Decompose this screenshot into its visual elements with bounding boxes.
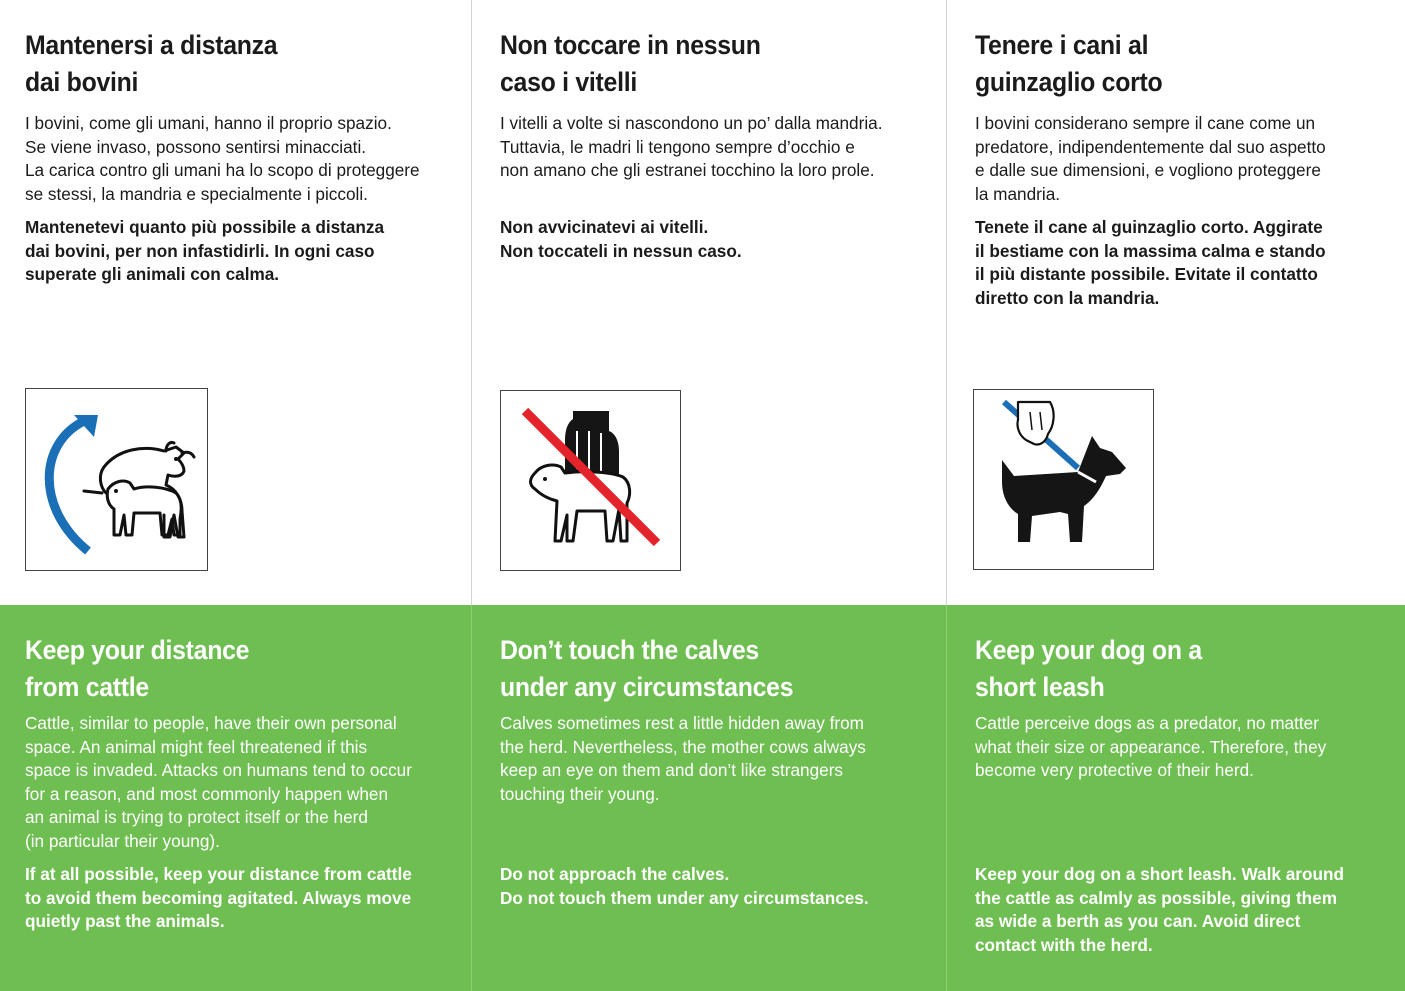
- italian-advice-distance: Mantenetevi quanto più possibile a distanza dai bovini, per non infastidirli. In ogni caso superate gli animali con calma.: [25, 217, 385, 284]
- italian-title-dog: Tenere i cani al guinzaglio corto: [975, 30, 1163, 97]
- english-advice-dog: Keep your dog on a short leash. Walk around the cattle as calmly as possible, giving them as wide a berth as you can. Avoid direct contact with the herd.: [975, 864, 1344, 955]
- italian-body-distance: I bovini, come gli umani, hanno il proprio spazio. Se viene invaso, possono sentirsi minacciati. La carica contro gli umani ha lo scopo di proteggere se stessi, la mandria e specialmente i piccoli.: [25, 113, 420, 204]
- english-column-distance: [0, 605, 474, 991]
- english-column-calves: [474, 605, 948, 991]
- italian-advice-calves: Non avvicinatevi ai vitelli. Non toccateli in nessun caso.: [500, 217, 742, 261]
- english-advice-calves: Do not approach the calves. Do not touch them under any circumstances.: [500, 864, 869, 908]
- italian-column-distance: [0, 0, 474, 605]
- italian-column-calves: [474, 0, 948, 605]
- english-advice-distance: If at all possible, keep your distance from cattle to avoid them becoming agitated. Always move quietly past the animals.: [25, 864, 412, 931]
- italian-body-dog: I bovini considerano sempre il cane come un predatore, indipendentemente dal suo aspetto e dalle sue dimensioni, e vogliono proteggere la mandria.: [975, 113, 1326, 204]
- column-divider-1: [471, 0, 472, 605]
- italian-title-distance: Mantenersi a distanza dai bovini: [25, 30, 278, 97]
- italian-column-dog: [948, 0, 1405, 605]
- no-touch-calf-icon: [500, 390, 681, 571]
- cow-and-calf-distance-icon: [25, 388, 208, 571]
- english-body-dog: Cattle perceive dogs as a predator, no matter what their size or appearance. Therefore, they become very protective of their herd.: [975, 713, 1327, 780]
- column-divider-bottom-2: [946, 605, 947, 991]
- english-title-distance: Keep your distance from cattle: [25, 635, 250, 702]
- english-title-calves: Don’t touch the calves under any circumstances: [500, 635, 794, 702]
- dog-on-leash-icon: [973, 389, 1154, 570]
- english-body-calves: Calves sometimes rest a little hidden away from the herd. Nevertheless, the mother cows always keep an eye on them and don’t like strangers touching their young.: [500, 713, 866, 804]
- italian-body-calves: I vitelli a volte si nascondono un po’ dalla mandria. Tuttavia, le madri li tengono sempre d’occhio e non amano che gli estranei tocchino la loro prole.: [500, 113, 883, 180]
- italian-title-calves: Non toccare in nessun caso i vitelli: [500, 30, 761, 97]
- italian-advice-dog: Tenete il cane al guinzaglio corto. Aggirate il bestiame con la massima calma e stando il più distante possibile. Evitate il contatto diretto con la mandria.: [975, 217, 1326, 308]
- english-section: [0, 605, 1405, 991]
- english-body-distance: Cattle, similar to people, have their own personal space. An animal might feel threatened if this space is invaded. Attacks on humans tend to occur for a reason, and most commonly happen when an animal is trying to protect itself or the herd (in particular their young).: [25, 713, 412, 851]
- english-column-dog: [948, 605, 1405, 991]
- english-title-dog: Keep your dog on a short leash: [975, 635, 1202, 702]
- column-divider-bottom-1: [471, 605, 472, 991]
- column-divider-2: [946, 0, 947, 605]
